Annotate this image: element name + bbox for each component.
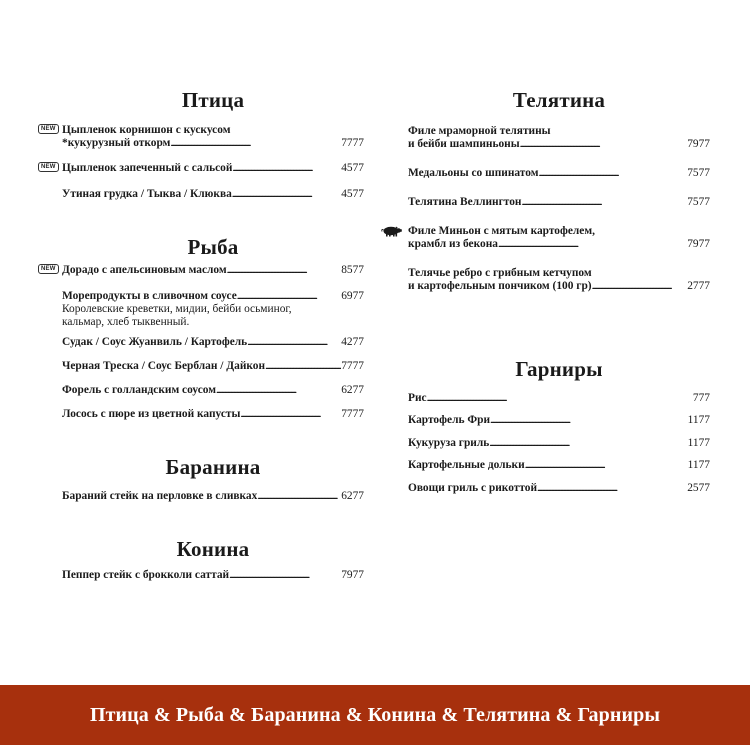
- item-name: Утиная грудка / Тыква / Клюква: [62, 188, 232, 200]
- item-price: 8577: [341, 264, 364, 276]
- menu-item: [41, 264, 364, 277]
- dot-leader: [537, 482, 684, 495]
- item-price: 777: [692, 392, 710, 404]
- item-description: кальмар, хлеб тыквенный.: [62, 316, 190, 328]
- section-title-baranina: Баранина: [165, 455, 261, 479]
- item-name: Телятина Веллингтон: [408, 196, 522, 208]
- item-price: 7977: [341, 569, 364, 581]
- item-price: 1177: [687, 437, 710, 449]
- item-name: Судак / Соус Жуанвиль / Картофель: [62, 336, 248, 348]
- footer-banner: [0, 685, 750, 745]
- dot-leader: [229, 569, 341, 582]
- pig-icon: [380, 225, 402, 237]
- dot-leader: [592, 280, 688, 293]
- dot-leader: [427, 392, 693, 405]
- menu-item: [62, 569, 364, 582]
- item-price: 4277: [341, 336, 364, 348]
- dot-leader: [538, 167, 687, 180]
- dot-leader: [520, 138, 688, 151]
- footer-title: Птица & Рыба & Баранина & Конина & Телятина & Гарниры: [89, 703, 661, 726]
- menu-item: [408, 267, 710, 293]
- item-name: Черная Треска / Соус Берблан / Дайкон: [62, 360, 266, 372]
- menu-item: [62, 360, 364, 373]
- item-price: 4577: [341, 188, 364, 200]
- dot-leader: [525, 459, 688, 472]
- item-price: 7977: [687, 138, 710, 150]
- dot-leader: [232, 188, 341, 201]
- dot-leader: [489, 437, 687, 450]
- menu-item: [408, 167, 710, 180]
- item-price: 6277: [341, 384, 364, 396]
- new-badge: NEW: [38, 162, 59, 172]
- menu-item: [408, 437, 710, 450]
- item-price: 1177: [687, 459, 710, 471]
- item-price: 6277: [341, 490, 364, 502]
- item-name: крамбл из бекона: [408, 238, 498, 250]
- item-price: 2777: [687, 280, 710, 292]
- section-title-ptitsa: Птица: [181, 88, 245, 112]
- dot-leader: [216, 384, 341, 397]
- dot-leader: [240, 408, 341, 421]
- item-name: Форель с голландским соусом: [62, 384, 217, 396]
- menu-item: [408, 459, 710, 472]
- dot-leader: [265, 360, 341, 373]
- item-price: 7577: [687, 196, 710, 208]
- section-title-garniry: Гарниры: [515, 357, 603, 381]
- new-badge: NEW: [38, 124, 59, 134]
- menu-item: [62, 336, 364, 349]
- menu-item: [62, 490, 364, 503]
- dot-leader: [521, 196, 687, 209]
- dot-leader: [227, 264, 342, 277]
- item-name: Медальоны со шпинатом: [408, 167, 539, 179]
- item-price: 7577: [687, 167, 710, 179]
- item-name-line1: Филе Миньон с мятым картофелем,: [408, 225, 595, 237]
- menu-item: [41, 162, 364, 175]
- item-price: 7777: [341, 408, 364, 420]
- menu-item: [408, 125, 710, 151]
- menu-item: [62, 384, 364, 397]
- item-name: *кукурузный откорм: [62, 137, 171, 149]
- item-price: 7777: [341, 360, 364, 372]
- item-name: Картофельные дольки: [408, 459, 525, 471]
- item-price: 6977: [341, 290, 364, 302]
- dot-leader: [247, 336, 341, 349]
- menu-item: [62, 290, 364, 329]
- dot-leader: [490, 414, 688, 427]
- item-price: 2577: [684, 482, 710, 494]
- item-name: и картофельным пончиком (100 гр): [408, 280, 592, 292]
- dot-leader: [237, 290, 341, 303]
- menu-item: [408, 196, 710, 209]
- menu-item: [408, 392, 710, 405]
- item-name: Картофель Фри: [408, 414, 491, 426]
- menu-item: [408, 482, 710, 495]
- item-price: 7777: [341, 137, 364, 149]
- menu-item: [41, 124, 364, 150]
- item-price: 1177: [687, 414, 710, 426]
- section-title-ryba: Рыба: [187, 235, 239, 259]
- dot-leader: [170, 137, 341, 150]
- item-name: Рис: [408, 392, 427, 404]
- new-badge: NEW: [38, 264, 59, 274]
- item-name: и бейби шампиньоны: [408, 138, 520, 150]
- item-name: Овощи гриль с рикоттой: [408, 482, 538, 494]
- item-name: Бараний стейк на перловке в сливках: [62, 490, 258, 502]
- item-name: Лосось с пюре из цветной капусты: [62, 408, 241, 420]
- item-name-line1: Телячье ребро с грибным кетчупом: [408, 267, 592, 279]
- item-price: 4577: [341, 162, 364, 174]
- menu-item: [408, 414, 710, 427]
- menu-item: [62, 408, 364, 421]
- item-name: Кукуруза гриль: [408, 437, 490, 449]
- item-name: Цыпленок запеченный с сальсой: [62, 162, 233, 174]
- item-description: Королевские креветки, мидии, бейби осьминог,: [62, 303, 292, 315]
- section-title-telyatina: Телятина: [512, 88, 606, 112]
- dot-leader: [257, 490, 341, 503]
- menu-item: [408, 225, 710, 251]
- item-name-line1: Филе мраморной телятины: [408, 125, 551, 137]
- dot-leader: [498, 238, 687, 251]
- item-name: Морепродукты в сливочном соусе: [62, 290, 237, 302]
- menu-item: [62, 188, 364, 201]
- section-title-konina: Конина: [176, 537, 250, 561]
- item-price: 7977: [687, 238, 710, 250]
- item-name-line1: Цыпленок корнишон с кускусом: [62, 124, 231, 136]
- dot-leader: [232, 162, 341, 175]
- item-name: Пеппер стейк с брокколи саттай: [62, 569, 230, 581]
- item-name: Дорадо с апельсиновым маслом: [62, 264, 227, 276]
